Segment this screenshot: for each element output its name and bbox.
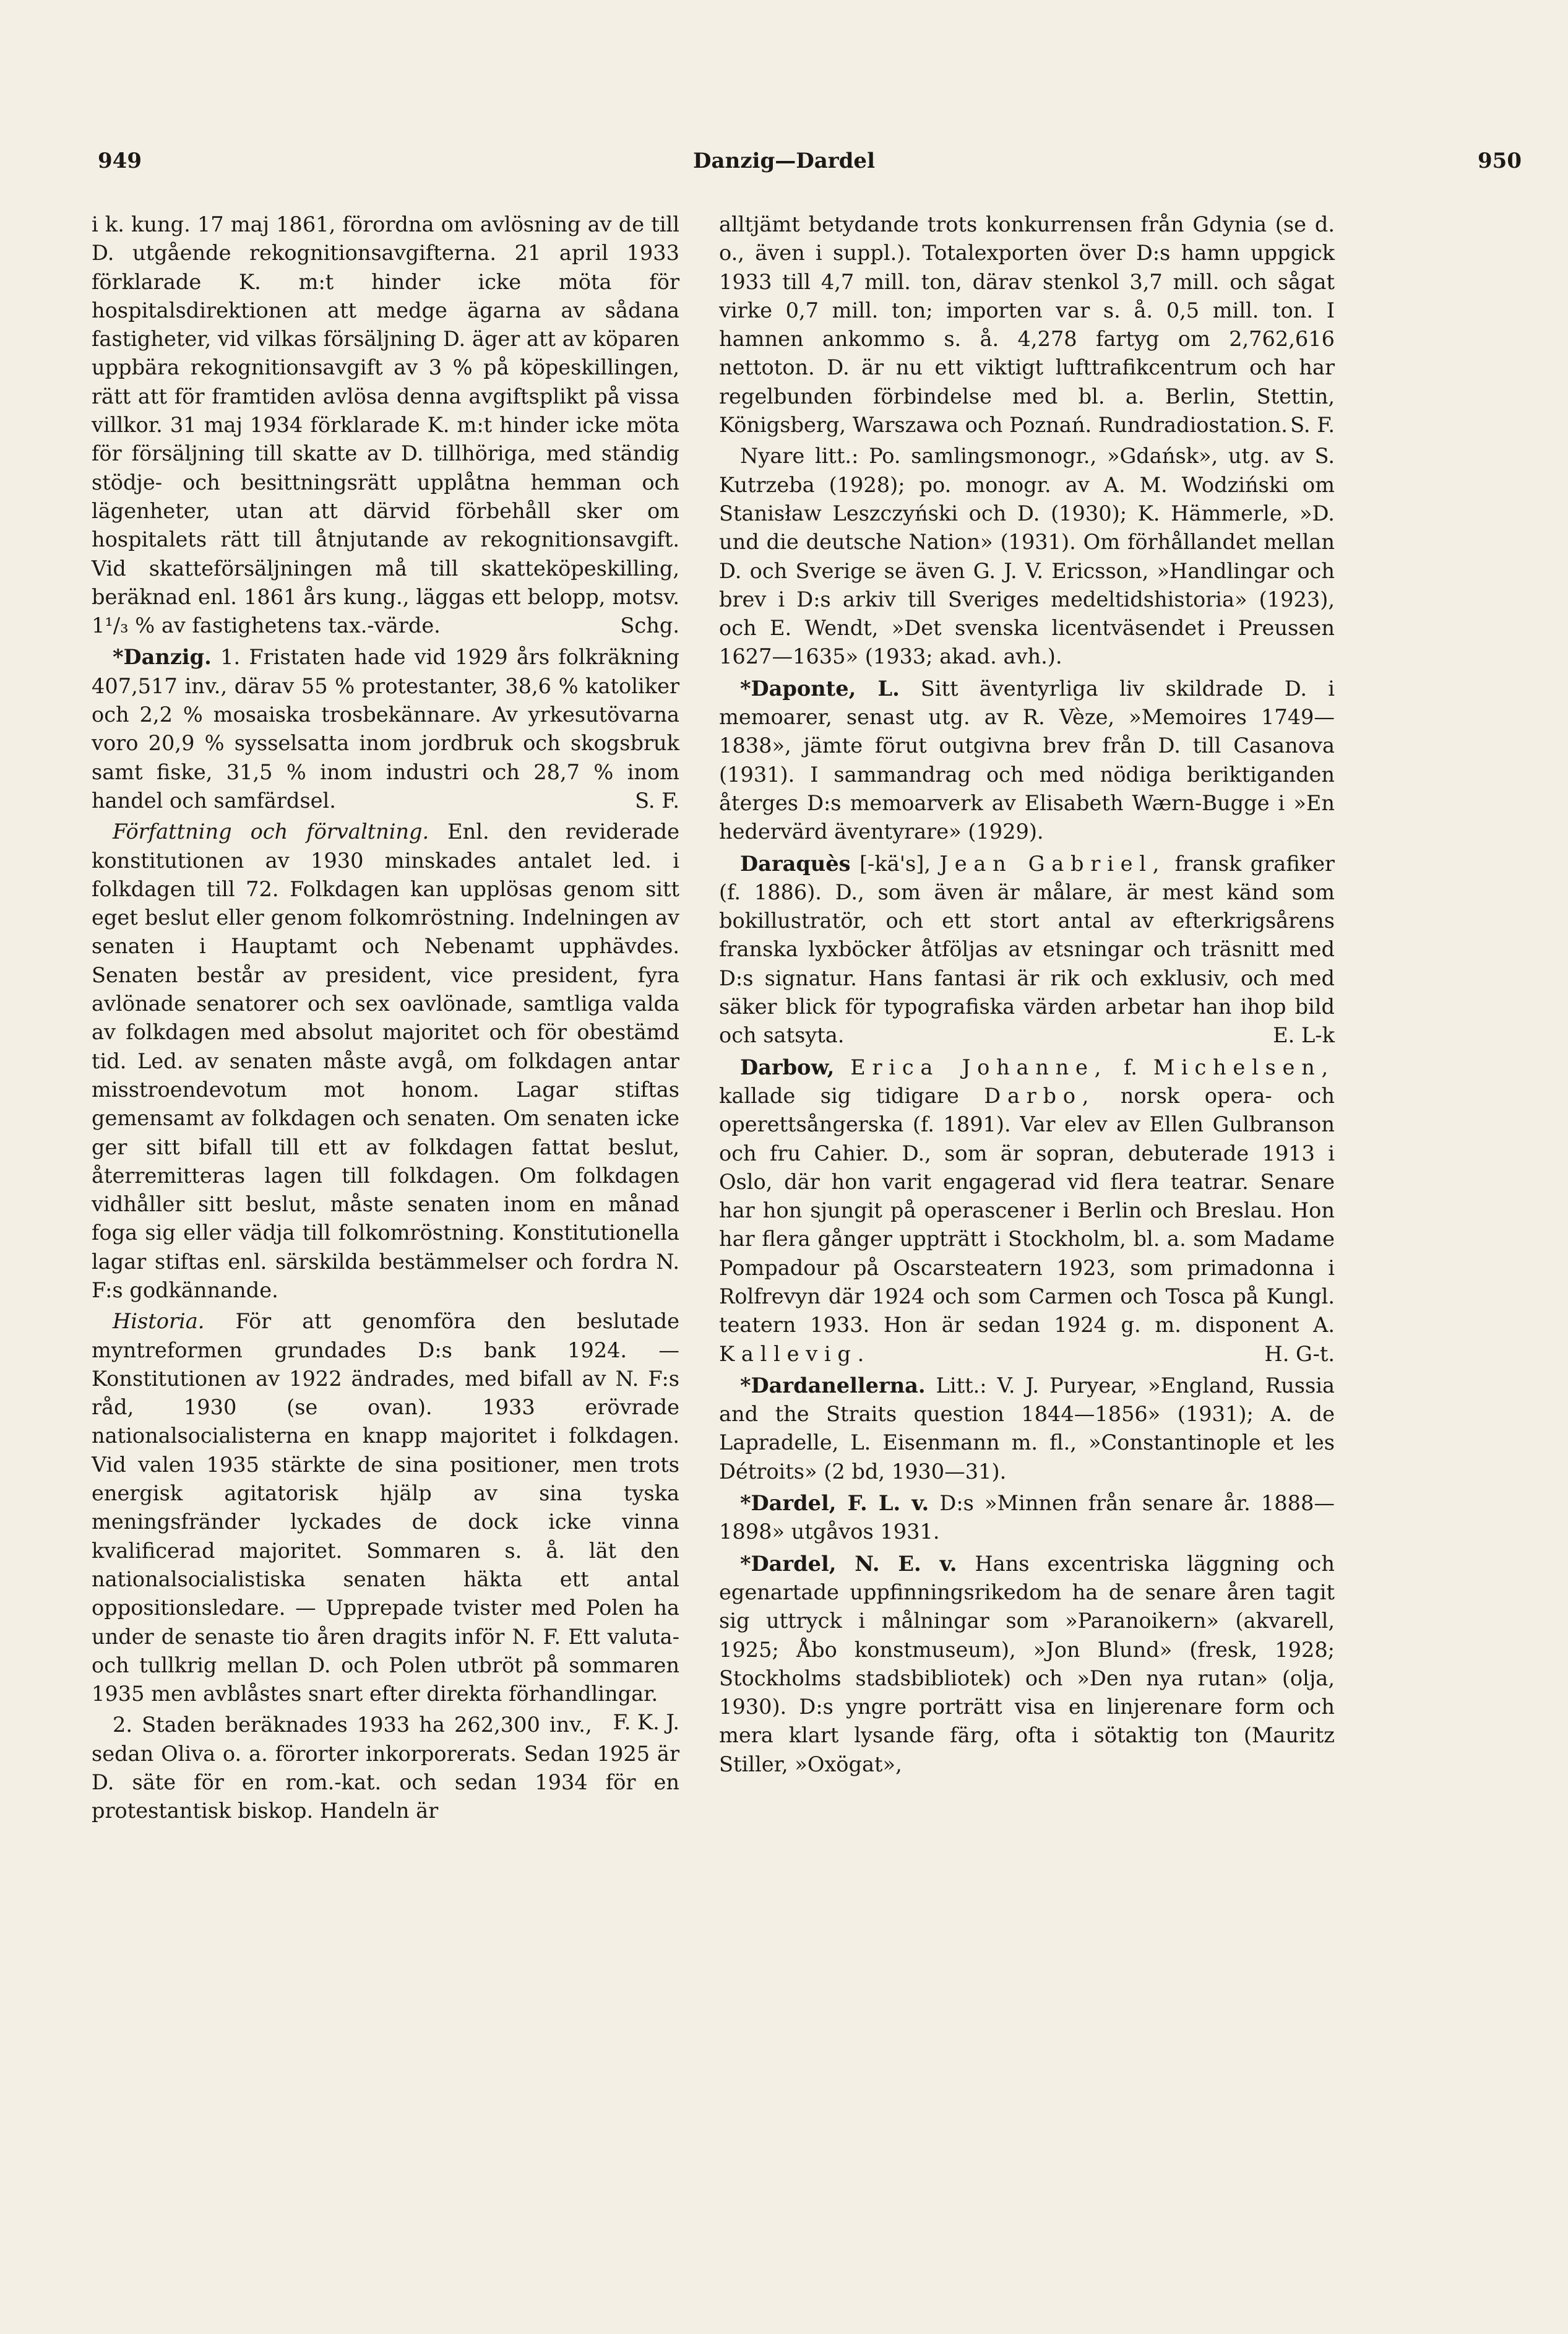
name-darbow: Erica Johanne,: [850, 1055, 1108, 1079]
text-forfattning: Enl. den reviderade konstitutionen av 1930 minskades antalet led. i folkdagen till 72. Folkdagen kan upplösas genom sitt eget beslut eller genom folkomröstning. Indelningen av senaten i Hauptamt och Nebenamt upphävdes. Senaten består av president, vice president, fyra avlönade senatorer och sex oavlönade, samtliga valda av folkdagen med absolut majoritet och för obestämd tid. Led. av senaten måste avgå, om folkdagen antar misstroendevotum mot honom. Lagar stiftas gemensamt av folkdagen och senaten. Om senaten icke ger sitt bifall till ett av folkdagen fattat beslut, återremitteras lagen till folkdagen. Om folkdagen vidhåller sitt beslut, måste senaten inom en månad foga sig eller vädja till folkomröstning. Konstitutionella lagar stiftas enl. särskilda bestämmelser och fordra N. F:s godkännande.: [92, 819, 680, 1302]
paragraph-handel: [719, 210, 1335, 439]
text-dardel-fl: D:s »Minnen från senare år. 1888—1898» utgåvos 1931.: [719, 1491, 1335, 1544]
name-darbo: Darbo,: [984, 1083, 1096, 1108]
entry-dardel-ne: [719, 1549, 1335, 1779]
signature-fkj: F. K. J.: [613, 1710, 679, 1735]
entry-danzig: [92, 642, 679, 815]
signature-schg: Schg.: [620, 613, 679, 638]
text-dardanellerna: Litt.: V. J. Puryear, »England, Russia and the Straits question 1844—1856» (1931); A. de Lapradelle, L. Eisenmann m. fl., »Constantinople et les Détroits» (2 bd, 1930—31).: [719, 1373, 1335, 1484]
headword-dardel-fl: *Dardel, F. L. v.: [740, 1490, 929, 1516]
subheading-historia: Historia.: [113, 1309, 205, 1334]
text-historia: För att genomföra den beslutade myntreformen grundades D:s bank 1924. — Konstitutionen av 1922 ändrades, med bifall av N. F:s råd, 1930 (se ovan). 1933 erövrade nationalsocialisterna en knapp majoritet i folkdagen. Vid valen 1935 stärkte de sina positioner, men trots energisk agitatorisk hjälp av sina tyska meningsfränder lyckades de dock icke vinna kvalificerad majoritet. Sommaren s. å. lät den nationalsocialistiska senaten häkta ett antal oppositionsledare. — Upprepade tvister med Polen ha under de senaste tio åren dragits inför N. F. Ett valuta- och tullkrig mellan D. och Polen utbröt på sommaren 1935 men avblåstes snart efter direkta förhandlingar.: [92, 1309, 679, 1706]
headword-dardanellerna: *Dardanellerna.: [740, 1372, 926, 1398]
running-title: Danzig—Dardel: [693, 149, 875, 173]
entry-dardanellerna: [719, 1371, 1335, 1486]
paragraph-schg: [92, 210, 679, 640]
name-michelsen: Michelsen,: [1153, 1055, 1335, 1079]
entry-dardel-fl: [719, 1489, 1335, 1547]
subheading-forfattning: Författning och förvaltning.: [113, 819, 429, 844]
text-darbow: norsk opera- och operettsångerska (f. 1891). Var elev av Ellen Gulbranson och fru Cahier. D., som är sopran, debuterade 1913 i Oslo, där hon varit engagerad vid flera teatrar. Senare har hon sjungit på operascener i Berlin och Breslau. Hon har flera gånger uppträtt i Stockholm, bl. a. som Madame Pompadour på Oscarsteatern 1923, som primadonna i Rolfrevyn där 1924 och som Carmen och Tosca på Kungl. teatern 1933. Hon är sedan 1924 g. m. disponent A.: [719, 1083, 1335, 1338]
headword-daponte: *Daponte, L.: [740, 675, 900, 701]
entry-darbow: [719, 1053, 1335, 1368]
text-handel: alltjämt betydande trots konkurrensen från Gdynia (se d. o., även i suppl.). Totalexporten över D:s hamn uppgick 1933 till 4,7 mill. ton, därav stenkol 3,7 mill. och sågat virke 0,7 mill. ton; importen var s. å. 0,5 mill. ton. I hamnen ankommo s. å. 4,278 fartyg om 2,762,616 nettoton. D. är nu ett viktigt lufttrafikcentrum och har regelbunden förbindelse med bl. a. Berlin, Stettin, Königsberg, Warszawa och Poznań. Rundradiostation.: [719, 212, 1335, 438]
entry-daponte: [719, 674, 1335, 847]
name-daraques: Jean Gabriel,: [939, 851, 1166, 876]
page-header: [0, 149, 1568, 186]
page-number-left: 949: [98, 149, 142, 173]
paragraph-staden: [92, 1711, 679, 1825]
left-column: [92, 210, 679, 2302]
pronunciation-daraques: [-kä's],: [859, 851, 931, 876]
text-daraques: fransk grafiker (f. 1886). D., som även är målare, är mest känd som bokillustratör, och ett stort antal av efterkrigsårens franska lyxböcker åtföljas av etsningar och träsnitt med D:s signatur. Hans fantasi är rik och exklusiv, och med säker blick för typografiska värden arbetar han ihop bild och satsyta.: [719, 851, 1335, 1048]
section-historia: [92, 1307, 679, 1735]
signature-hgt: H. G-t.: [1264, 1341, 1335, 1366]
signature-sf-2: S. F.: [1290, 413, 1335, 438]
headword-darbow: Darbow,: [740, 1054, 835, 1079]
text-nyare-litt: Nyare litt.: Po. samlingsmonogr., »Gdańsk», utg. av S. Kutrzeba (1928); po. monogr. av A. M. Wodziński om Stanisław Leszczyński och D. (1930); K. Hämmerle, »D. und die deutsche Nation» (1931). Om förhållandet mellan D. och Sverige se även G. J. V. Ericsson, »Handlingar och brev i D:s arkiv till Sveriges medeltidshistoria» (1923), och E. Wendt, »Det svenska licentväsendet i Preussen 1627—1635» (1933; akad. avh.).: [719, 444, 1335, 669]
text-danzig-1: 1. Fristaten hade vid 1929 års folkräkning 407,517 inv., därav 55 % protestanter, 38,6 % katoliker och 2,2 % mosaiska trosbekännare. Av yrkesutövarna voro 20,9 % sysselsatta inom jordbruk och skogsbruk samt fiske, 31,5 % inom industri och 28,7 % inom handel och samfärdsel.: [92, 645, 679, 813]
text-staden: 2. Staden beräknades 1933 ha 262,300 inv., sedan Oliva o. a. förorter inkorporerats. Sedan 1925 är D. säte för en rom.-kat. och sedan 1934 för en protestantisk biskop. Handeln är: [92, 1713, 679, 1823]
headword-daraques: Daraquès: [740, 850, 851, 876]
entry-daraques: [719, 849, 1335, 1050]
text-darbow-kallade: kallade sig tidigare: [719, 1083, 959, 1108]
signature-sf-1: S. F.: [635, 788, 679, 813]
signature-elk: E. L-k: [1273, 1023, 1335, 1048]
text-avlosning: i k. kung. 17 maj 1861, förordna om avlösning av de till D. utgående rekognitionsavgifterna. 21 april 1933 förklarade K. m:t hinder icke möta för hospitalsdirektionen att medge ägarna av sådana fastigheter, vid vilkas försäljning D. äger att av köparen uppbära rekognitionsavgift av 3 % på köpeskillingen, rätt att för framtiden avlösa denna avgiftsplikt på vissa villkor. 31 maj 1934 förklarade K. m:t hinder icke möta för försäljning till skatte av D. tillhöriga, med ständig stödje- och besittningsrätt upplåtna hemman och lägenheter, utan att därvid förbehåll sker om hospitalets rätt till åtnjutande av rekognitionsavgift. Vid skatteförsäljningen må till skatteköpeskilling, beräknad enl. 1861 års kung., läggas ett belopp, motsv. 1¹/₃ % av fastighetens tax.-värde.: [92, 212, 679, 638]
text-dardel-ne: Hans excentriska läggning och egenartade uppfinningsrikedom ha de senare åren tagit sig uttryck i målningar som »Paranoikern» (akvarell, 1925; Åbo konstmuseum), »Jon Blund» (fresk, 1928; Stockholms stadsbibliotek) och »Den nya rutan» (olja, 1930). D:s yngre porträtt visa en linjerenare form och mera klart lysande färg, ofta i sötaktig ton (Mauritz Stiller, »Oxögat»,: [719, 1551, 1335, 1776]
headword-dardel-ne: *Dardel, N. E. v.: [740, 1550, 957, 1576]
text-daponte: Sitt äventyrliga liv skildrade D. i memoarer, senast utg. av R. Vèze, »Memoires 1749—1838», jämte förut outgivna brev från D. till Casanova (1931). I sammandrag och med nödiga beriktiganden återges D:s memoarverk av Elisabeth Wærn-Bugge i »En hedervärd äventyrare» (1929).: [719, 676, 1335, 844]
name-kallevig: Kallevig.: [719, 1341, 871, 1366]
page-number-right: 950: [1478, 149, 1522, 173]
text-darbow-f: f.: [1124, 1055, 1137, 1079]
paragraph-nyare-litt: [719, 442, 1335, 671]
section-forfattning: [92, 818, 679, 1305]
right-column: [719, 210, 1335, 2302]
headword-danzig: *Danzig.: [113, 644, 212, 670]
